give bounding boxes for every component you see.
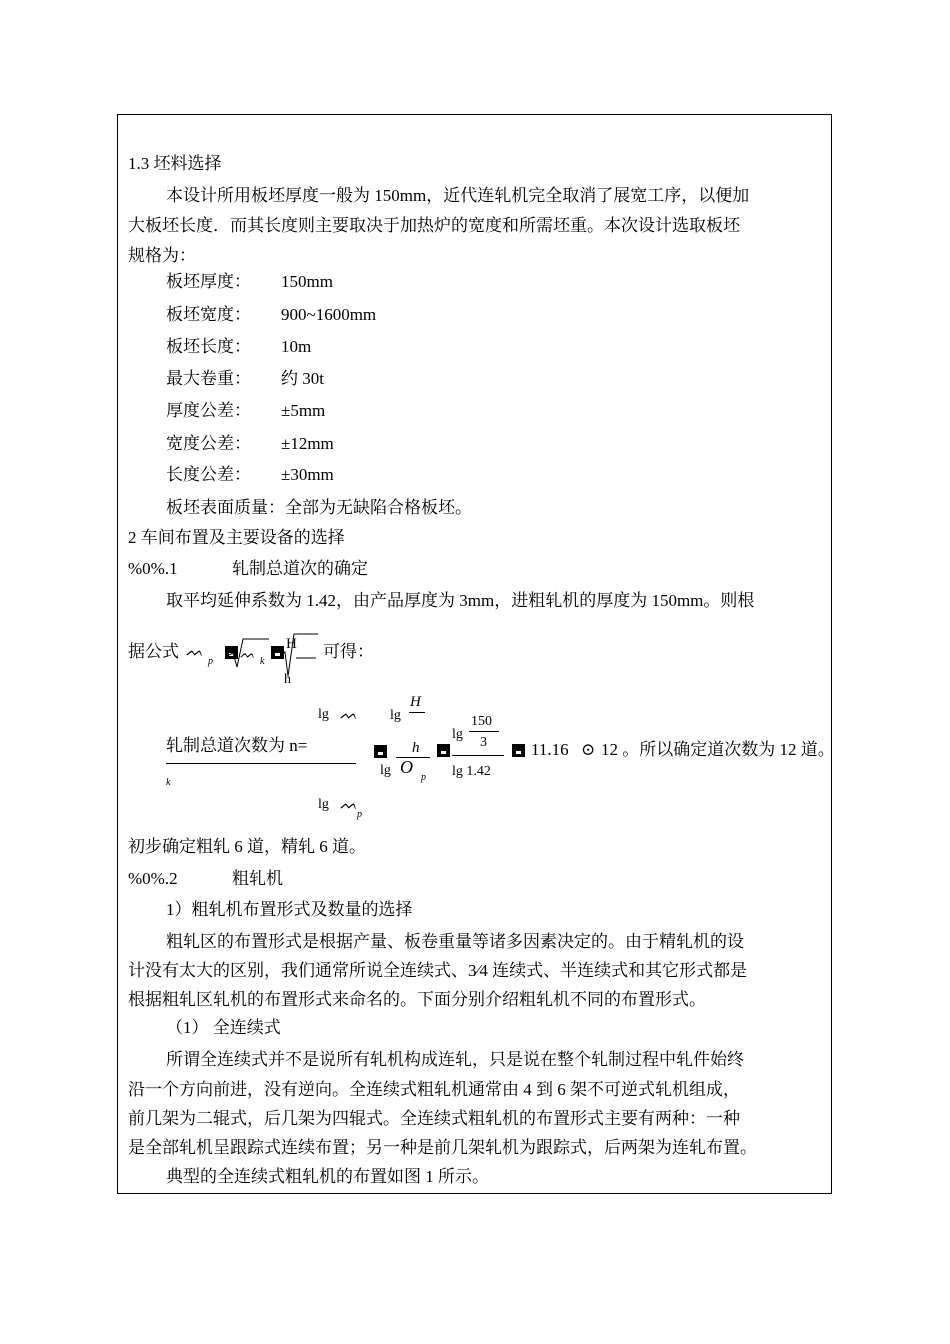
slab-quality-line: 板坯表面质量：全部为无缺陷合格板坯。	[166, 498, 472, 517]
paragraph-line: 大板坯长度．而其长度则主要取决于加热炉的宽度和所需坯重。本次设计选取板坯	[128, 216, 740, 235]
equals-glyph-icon	[512, 744, 525, 757]
equation-label: 轧制总道次数为 n=	[166, 736, 308, 755]
subsection-title: 粗轧机	[232, 869, 283, 888]
section-heading-1-3: 1.3 坯料选择	[128, 154, 222, 173]
paragraph-line: 前几架为二辊式，后几架为四辊式。全连续式粗轧机的布置形式主要有两种：一种	[128, 1109, 740, 1128]
spec-value: ±30mm	[281, 465, 334, 484]
subsection-number: %0%.1	[128, 559, 178, 578]
subsection-title: 轧制总道次的确定	[232, 559, 368, 578]
list-item-heading: （1） 全连续式	[166, 1018, 281, 1037]
fraction-bar	[166, 763, 356, 764]
paragraph-line: 粗轧区的布置形式是根据产量、板卷重量等诸多因素决定的。由于精轧机的设	[166, 932, 744, 951]
lambda-symbol: ᨓ	[340, 707, 358, 723]
list-item-heading: 1）粗轧机布置形式及数量的选择	[166, 900, 413, 919]
spec-value: 约 30t	[281, 369, 324, 388]
subscript-p: p	[421, 772, 426, 783]
eq-lg: lg	[452, 727, 463, 742]
spec-key: 最大卷重：	[166, 369, 251, 388]
eq-lg: lg	[380, 763, 391, 778]
eq-num-3: 3	[480, 735, 487, 750]
formula-O: O	[400, 757, 413, 777]
approx-icon: ⊙	[581, 740, 596, 759]
subscript-k: k	[166, 777, 171, 788]
paragraph-line: 根据粗轧区轧机的布置形式来命名的。下面分别介绍粗轧机不同的布置形式。	[128, 990, 706, 1009]
lambda-symbol: ᨓ	[240, 646, 256, 661]
subscript-k: k	[260, 656, 265, 667]
formula-H: H	[286, 636, 297, 652]
formula-H: H	[410, 694, 421, 710]
eq-lg: lg	[318, 707, 329, 722]
formula-h: h	[412, 740, 420, 756]
lambda-symbol: ᨓ	[340, 797, 358, 813]
equals-glyph-icon	[374, 745, 387, 758]
spec-value: 10m	[281, 337, 312, 356]
spec-key: 宽度公差：	[166, 434, 251, 453]
spec-key: 板坯厚度：	[166, 272, 251, 291]
paragraph-line: 所谓全连续式并不是说所有轧机构成连轧，只是说在整个轧制过程中轧件始终	[166, 1050, 744, 1069]
spec-key: 长度公差：	[166, 465, 251, 484]
fraction-bar	[452, 755, 504, 756]
fraction-bar	[409, 712, 425, 713]
subsection-number: %0%.2	[128, 869, 178, 888]
paragraph-line: 沿一个方向前进，没有逆向。全连续式粗轧机通常由 4 到 6 架不可逆式轧机组成，	[128, 1080, 740, 1099]
formula-h: h	[284, 672, 291, 687]
eq-lg: lg	[318, 797, 329, 812]
paragraph-line: 取平均延伸系数为 1.42，由产品厚度为 3mm，进粗轧机的厚度为 150mm。则根	[166, 591, 755, 610]
spec-value: 900~1600mm	[281, 305, 377, 324]
eq-den: lg 1.42	[452, 764, 491, 779]
eq-lg: lg	[390, 708, 401, 723]
paragraph-line: 计没有太大的区别，我们通常所说全连续式、3⁄4 连续式、半连续式和其它形式都是	[128, 961, 748, 980]
eq-result: 11.16	[531, 740, 569, 759]
paragraph-line: 典型的全连续式粗轧机的布置如图 1 所示。	[166, 1167, 489, 1186]
paragraph-line: 是全部轧机呈跟踪式连续布置；另一种是前几架轧机为跟踪式，后两架为连轧布置。	[128, 1138, 757, 1157]
subscript-p: p	[208, 656, 213, 667]
fraction-bar	[469, 731, 499, 732]
spec-key: 板坯长度：	[166, 337, 251, 356]
formula-lead: 据公式	[128, 642, 179, 661]
formula-tail: 可得：	[323, 642, 374, 661]
subscript-p: p	[357, 809, 362, 820]
spec-value: ±5mm	[281, 401, 326, 420]
paragraph-line: 本设计所用板坯厚度一般为 150mm，近代连轧机完全取消了展宽工序，以便加	[166, 186, 750, 205]
spec-value: 150mm	[281, 272, 333, 291]
paragraph-line: 规格为：	[128, 246, 196, 265]
spec-key: 板坯宽度：	[166, 305, 251, 324]
eq-num-150: 150	[471, 714, 492, 729]
spec-key: 厚度公差：	[166, 401, 251, 420]
equals-glyph-icon	[437, 744, 450, 757]
eq-tail: 12 。所以确定道次数为 12 道。	[601, 740, 835, 759]
spec-value: ±12mm	[281, 434, 334, 453]
section-heading-2: 2 车间布置及主要设备的选择	[128, 528, 345, 547]
lambda-symbol: ᨓ	[186, 644, 204, 660]
passes-decision: 初步确定粗轧 6 道，精轧 6 道。	[128, 837, 366, 856]
